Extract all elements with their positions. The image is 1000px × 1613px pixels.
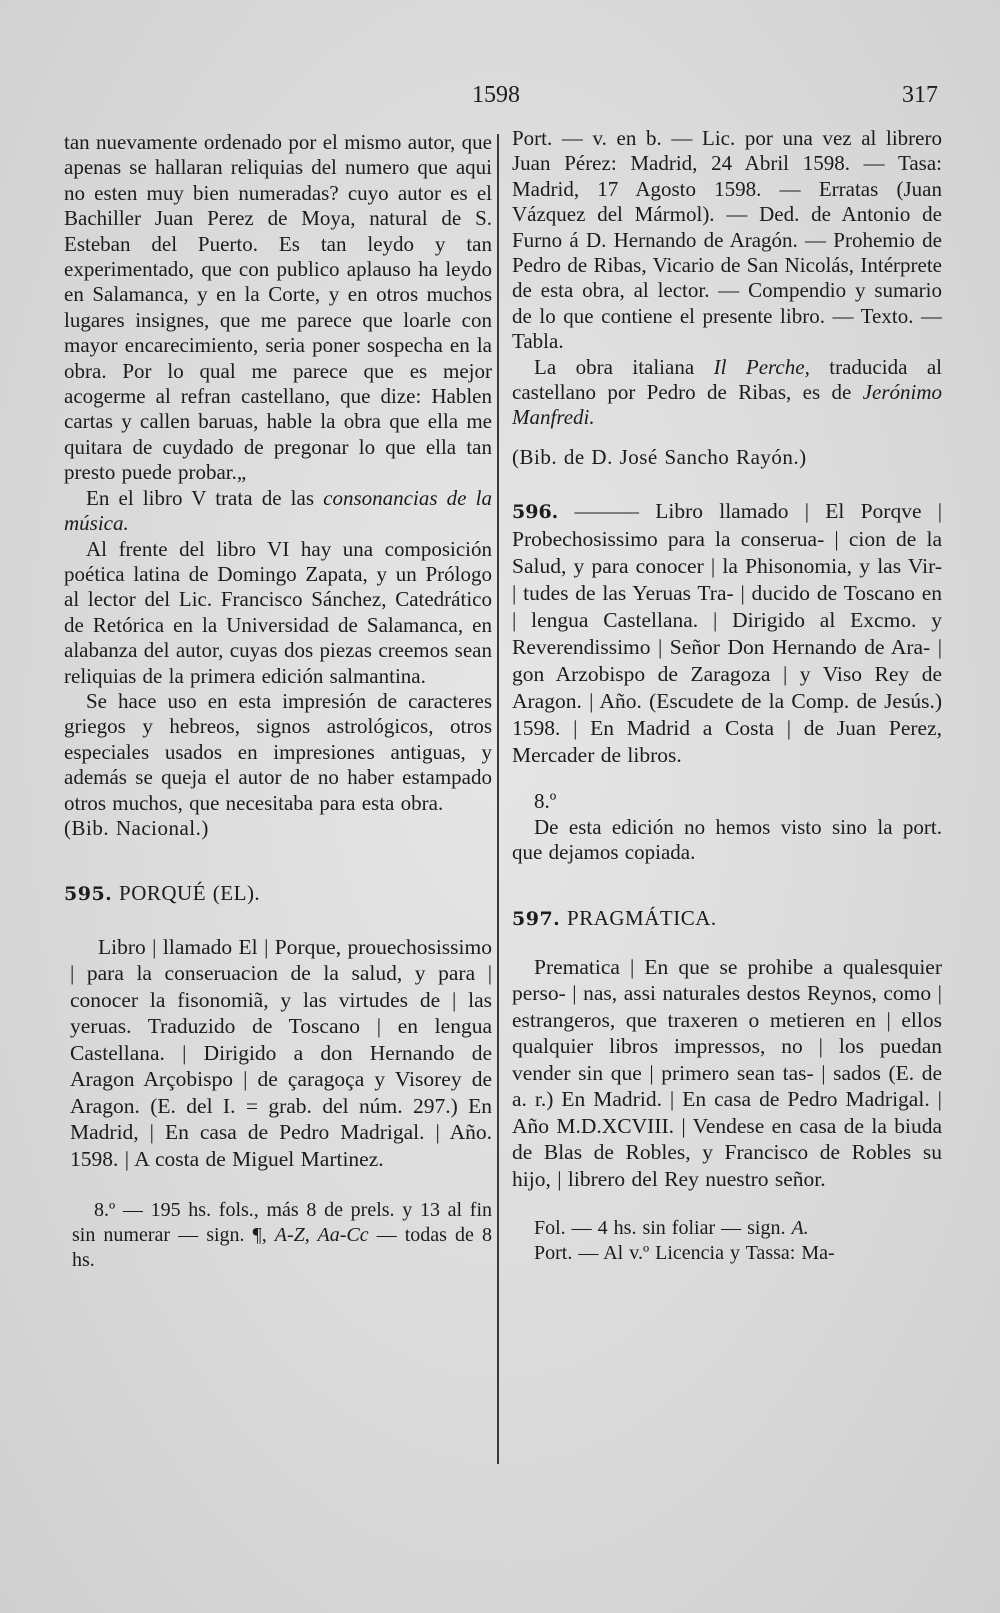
entry-595-number: 595. bbox=[64, 883, 113, 906]
usage-paragraph: Se hace uso en esta impresión de caracteres griegos y hebreos, signos astrológicos, otros especiales usados en impresiones antiguas, y además se queja el autor de no haber estampado otros muchos, que necesitaba para esta obra. bbox=[64, 688, 492, 815]
source-citation-right: (Bib. de D. José Sancho Rayón.) bbox=[512, 444, 807, 469]
libro-v-italic: consonancias de la música. bbox=[64, 485, 492, 536]
running-head-year: 1598 bbox=[472, 82, 520, 108]
format-suffix: — todas de 8 hs. bbox=[72, 1224, 493, 1272]
entry-595-format-text bbox=[72, 1198, 492, 1273]
right-column bbox=[512, 126, 942, 1266]
entry-597-format bbox=[512, 1216, 942, 1266]
italian-paragraph bbox=[512, 355, 942, 431]
entry-596-dash: ——— bbox=[574, 499, 640, 524]
entry-597-format-text bbox=[512, 1216, 942, 1241]
format-prefix: Fol. — 4 hs. sin foliar — sign. bbox=[534, 1217, 792, 1240]
port-paragraph: Port. — v. en b. — Lic. por una vez al librero Juan Pérez: Madrid, 24 Abril 1598. — Tasa: Madrid, 17 Agosto 1598. — Erratas (Juan Vázquez del Mármol). — Ded. de Antonio de Furno á D. Hernando de Aragón. — Prohemio de Pedro de Ribas, Vicario de San Nicolás, Intérprete de esta obra, al lector. — Compendio y sumario de lo que contiene el presente libro. — Texto. — Tabla. bbox=[512, 126, 942, 354]
libro-v-paragraph bbox=[64, 486, 492, 537]
entry-596-description bbox=[512, 498, 942, 769]
entry-596-note: De esta edición no hemos visto sino la port. que dejamos copiada. bbox=[512, 814, 942, 865]
entry-595-heading bbox=[64, 881, 492, 907]
entry-597-number: 597. bbox=[512, 907, 561, 930]
italian-prefix: La obra italiana bbox=[534, 354, 714, 379]
source-citation: (Bib. Nacional.) bbox=[64, 815, 209, 840]
format-signatures: A-Z, Aa-Cc bbox=[274, 1224, 369, 1247]
entry-596-number: 596. bbox=[512, 501, 559, 524]
format-signature: A. bbox=[791, 1217, 809, 1240]
entry-595-format bbox=[64, 1198, 492, 1273]
libro-vi-paragraph: Al frente del libro VI hay una composición poética latina de Domingo Zapata, y un Prólogo al lector del Lic. Francisco Sánchez, Catedrático de Retórica en la Universidad de Salamanca, en alabanza del autor, cuyas dos piezas creemos sean reliquias de la primera edición salmantina. bbox=[64, 536, 492, 688]
format-prefix: 8.º — 195 hs. fols., más 8 de prels. y 13 al fin sin numerar — sign. ¶, bbox=[72, 1199, 492, 1247]
entry-597-heading bbox=[512, 906, 942, 932]
entry-595-title: PORQUÉ (EL). bbox=[119, 881, 261, 906]
italian-author: Jerónimo Manfredi. bbox=[512, 380, 942, 430]
column-divider bbox=[497, 134, 499, 1464]
entry-597-port-line: Port. — Al v.º Licencia y Tassa: Ma- bbox=[534, 1242, 835, 1265]
entry-596-text: Libro llamado | El Porqve | Probechosissimo para la conserua- | cion de la Salud, y para conocer | la Phisonomia, y las Vir- | tudes de las Yeruas Tra- | ducido de Toscano en | lengua Castellana. | Dirigido al Excmo. y Reverendissimo | Señor Don Hernando de Ara- | gon Arzobispo de Zaragoza | y Viso Rey de Aragon. | Año. (Escudete de la Comp. de Jesús.) 1598. | En Madrid a Costa | de Juan Perez, Mercader de libros. bbox=[512, 499, 943, 768]
entry-597-description: Prematica | En que se prohibe a qualesquier perso- | nas, assi naturales destos Reynos, como | estrangeros, que traxeren o metieren en | ellos qualquier libros impressos, no | los puedan vender sin que | primero sean tas- | sados (E. de a. r.) En Madrid. | En casa de Pedro Madrigal. | Año M.D.XCVIII. | Vendese en casa de la biuda de Blas de Robles, y Francisco de Robles su hijo, | librero del Rey nuestro señor. bbox=[512, 954, 942, 1191]
continued-paragraph: tan nuevamente ordenado por el mismo autor, que apenas se hallaran reliquias del numero que aqui no esten muy bien numeradas? cuyo autor es el Bachiller Juan Perez de Moya, natural de S. Esteban del Puerto. Es tan leydo y tan experimentado, que con publico aplauso ha leydo en Salamanca, y en la Corte, y en otros muchos lugares insignes, que me parece que loarle con mayor encarecimiento, seria poner sospecha en la obra. Por lo qual me parece que es mejor acogerme al refran castellano, que dize: Hablen cartas y callen baruas, hable la obra que ella me quitara de cuydado de pregonar lo que ella tan presto puede probar.„ bbox=[64, 130, 492, 485]
entry-597-title: PRAGMÁTICA. bbox=[567, 905, 717, 930]
entry-596-format: 8.º bbox=[534, 789, 557, 814]
italian-title: Il Perche, bbox=[713, 354, 810, 379]
entry-595-description: Libro | llamado El | Porque, prouechosissimo | para la conseruacion de la salud, y para | conocer la fisonomiã, y las virtudes de | las yeruas. Traduzido de Toscano | en lengua Castellana. | Dirigido a don Hernando de Aragon Arçobispo | de çaragoça y Visorey de Aragon. (E. del I. = grab. del núm. 297.) En Madrid, | En casa de Pedro Madrigal. | Año. 1598. | A costa de Miguel Martinez. bbox=[70, 934, 492, 1171]
libro-v-text: En el libro V trata de las bbox=[86, 485, 324, 510]
italian-middle: traducida al castellano por Pedro de Ribas, es de bbox=[512, 354, 943, 405]
page-number: 317 bbox=[902, 82, 938, 108]
page-header bbox=[0, 82, 1000, 122]
left-column bbox=[64, 130, 492, 1273]
